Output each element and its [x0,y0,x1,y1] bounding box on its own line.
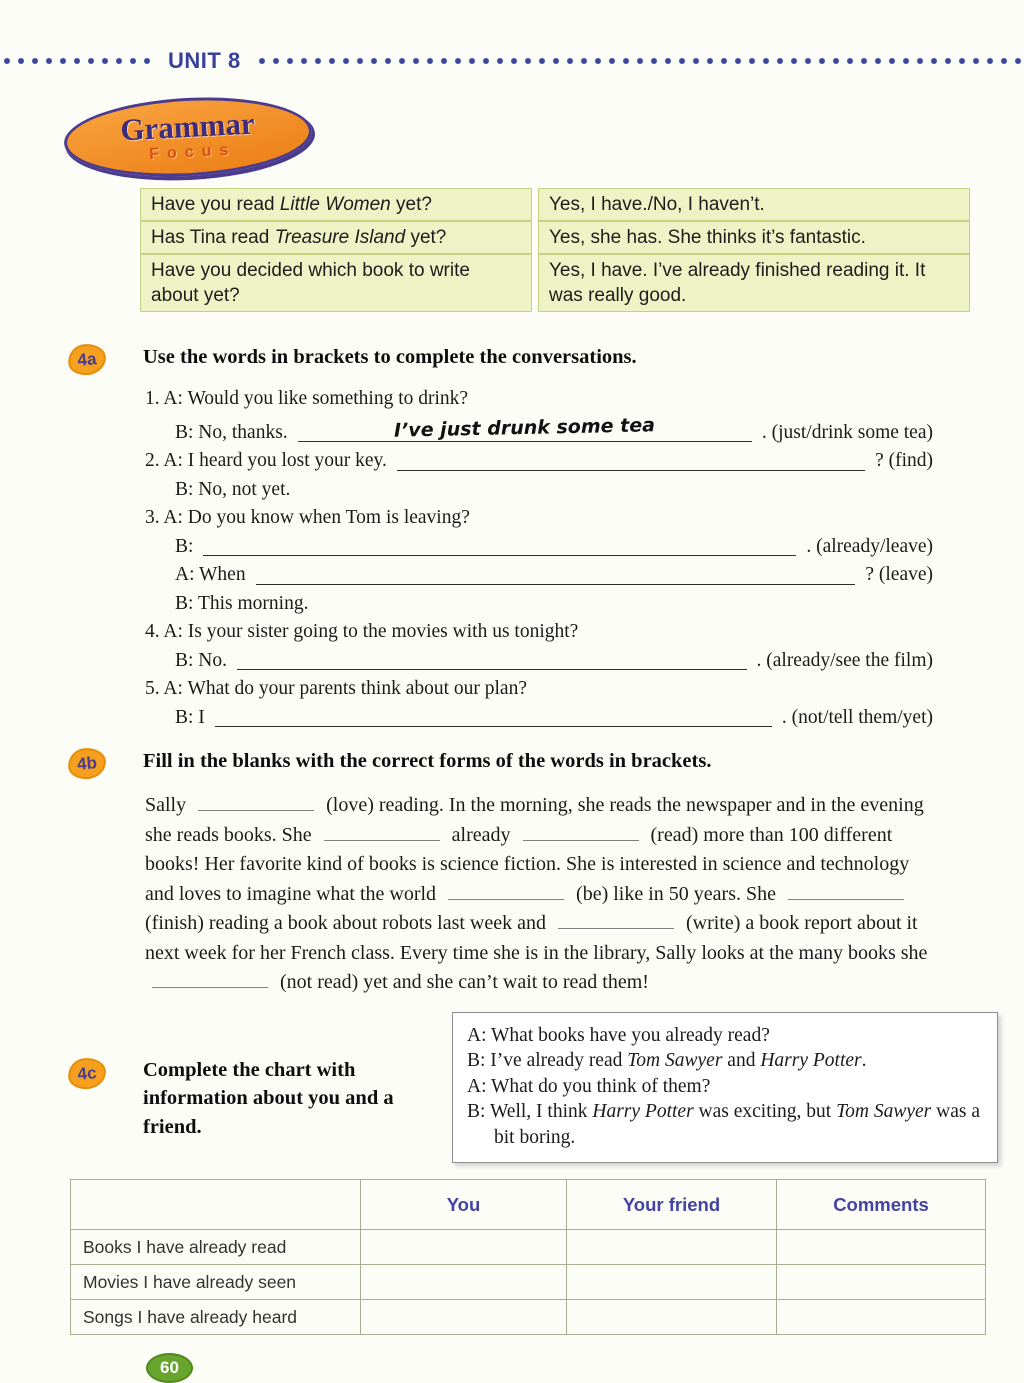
page-number-badge: 60 [146,1353,193,1383]
line-text: A: When [175,564,246,585]
paragraph-text: already [451,823,511,846]
dialogue-line [467,1023,981,1049]
paragraph-text: (write) a book report about it next week for her French class. Every time she is in the library, Sally looks at the many books she [145,912,928,964]
book-title-italic: Harry Potter [592,1101,694,1122]
grammar-focus-title: Grammar [119,105,256,148]
line-text: B: No, thanks. [175,421,288,443]
fill-blank[interactable] [203,555,796,556]
chart-row-label: Books I have already read [71,1230,361,1265]
chart-header-empty [71,1180,361,1230]
chart-row-label: Movies I have already seen [71,1265,361,1300]
question-text-italic: Little Women [279,194,391,215]
dialogue-text: A: What books have you already read? [467,1024,770,1046]
section-4a-header [68,342,1024,375]
line-text: 3. A: Do you know when Tom is leaving? [145,507,470,528]
chart-header-row [71,1180,986,1230]
fill-blank[interactable] [523,836,639,841]
answer-text: Yes, she has. She thinks it’s fantastic. [549,227,866,248]
chart-header-your-friend: Your friend [567,1180,777,1230]
line-text: B: This morning. [175,592,309,614]
dialogue-text: B: Well, I think [467,1101,593,1122]
conversation-line [145,675,933,704]
chart-cell[interactable] [361,1230,567,1265]
question-text: yet? [390,194,432,215]
paragraph-text: (be) like in 50 years. She [576,882,776,905]
question-text: Have you read [151,194,280,215]
question-cell [140,254,532,312]
book-title-italic: Tom Sawyer [836,1101,932,1122]
line-text: 4. A: Is your sister going to the movies with us tonight? [145,621,579,642]
chart-row [71,1265,986,1300]
chart-cell[interactable] [361,1300,567,1335]
unit-header [0,0,1024,74]
answer-text: Yes, I have. I’ve already finished reading it. It was really good. [549,260,926,306]
question-text: Has Tina read [151,227,275,248]
dotted-rule-right [255,56,1024,66]
chart-row [71,1230,986,1265]
section-badge-4c: 4c [67,1056,108,1090]
fill-blank[interactable] [298,414,752,443]
answer-text: Yes, I have./No, I haven’t. [549,194,765,215]
conversation-list [145,385,933,732]
chart-cell[interactable] [777,1230,986,1265]
chart-row [71,1300,986,1335]
question-text: yet? [405,227,447,248]
book-title-italic: Harry Potter [760,1050,862,1071]
fill-blank[interactable] [558,924,674,929]
section-badge-4a: 4a [67,342,108,376]
line-text: 5. A: What do your parents think about our plan? [145,678,527,699]
line-text: 1. A: Would you like something to drink? [145,388,469,409]
section-4a [0,342,1024,732]
line-text: B: [175,535,194,557]
fill-in-paragraph [145,791,935,998]
dialogue-line [467,1048,981,1074]
paragraph-text: (read) more than 100 different books! Her favorite kind of books is science fiction. She is interested in science and technology and loves to imagine what the world [145,823,910,905]
section-4c-header [0,1012,452,1142]
fill-blank[interactable] [324,836,440,841]
conversation-line [145,704,933,733]
hint-text: ? (find) [875,450,933,471]
grammar-focus-badge [62,92,314,183]
conversation-line [145,476,933,505]
conversation-line [145,590,933,619]
conversation-line [145,414,933,448]
book-title-italic: Tom Sawyer [627,1050,723,1071]
chart-cell[interactable] [567,1265,777,1300]
chart-cell[interactable] [777,1265,986,1300]
paragraph-text: (love) reading. In the morning, she reads the newspaper and in the evening she reads books. She [145,794,924,846]
chart-header-you: You [361,1180,567,1230]
section-4b [0,746,1024,998]
hint-text: . (already/see the film) [756,649,933,671]
section-badge-4b: 4b [67,746,108,780]
dialogue-line [467,1099,981,1150]
unit-label: UNIT 8 [168,48,241,73]
hint-text: . (just/drink some tea) [761,421,933,443]
answer-cell [538,221,970,254]
line-text: B: No. [175,649,228,671]
fill-blank[interactable] [256,584,856,585]
chart-cell[interactable] [567,1300,777,1335]
hint-text: ? (leave) [865,564,933,585]
line-text: B: No, not yet. [175,478,291,500]
hint-text: . (not/tell them/yet) [781,706,933,728]
fill-blank[interactable] [397,470,865,471]
fill-blank[interactable] [198,806,314,811]
answer-cell [538,254,970,312]
fill-blank[interactable] [788,895,904,900]
dotted-rule-left [0,56,152,66]
dialogue-text: was exciting, but [693,1101,837,1122]
conversation-line [145,504,933,533]
section-4b-title: Fill in the blanks with the correct forms of the words in brackets. [143,750,712,772]
chart-header-comments: Comments [777,1180,986,1230]
fill-blank[interactable] [237,669,746,670]
conversation-line [145,618,933,647]
handwritten-answer: I’ve just drunk some tea [394,413,656,442]
section-4c [0,1012,1024,1164]
question-cell [140,188,532,221]
conversation-line [145,561,933,590]
question-cell [140,221,532,254]
chart-row-label: Songs I have already heard [71,1300,361,1335]
chart-cell[interactable] [361,1265,567,1300]
line-text: 2. A: I heard you lost your key. [145,450,387,471]
chart-table [70,1179,986,1335]
dialogue-line [467,1074,981,1100]
dialogue-text: A: What do you think of them? [467,1075,711,1097]
fill-blank[interactable] [215,726,772,727]
paragraph-text: (not read) yet and she can’t wait to read them! [280,971,649,993]
section-4b-header [68,746,1024,779]
chart-cell[interactable] [567,1230,777,1265]
conversation-line [145,647,933,676]
fill-blank[interactable] [152,983,268,988]
answer-cell [538,188,970,221]
question-text: Have you decided which book to write about yet? [151,260,470,306]
dialogue-text: and [722,1050,761,1071]
dialogue-text: was a bit boring. [494,1101,980,1148]
paragraph-text: Sally [145,794,187,816]
dialogue-box [452,1012,998,1164]
fill-blank[interactable] [448,895,564,900]
chart-cell[interactable] [777,1300,986,1335]
paragraph-text: (finish) reading a book about robots last week and [145,912,547,934]
line-text: B: I [175,706,205,728]
question-text-italic: Treasure Island [274,227,406,248]
section-4c-title: Complete the chart with information about you and a friend. [143,1058,394,1138]
conversation-line [145,385,933,414]
conversation-line [145,447,933,476]
dialogue-text: B: I’ve already read [467,1050,628,1071]
grammar-table [140,188,970,312]
section-4a-title: Use the words in brackets to complete the conversations. [143,346,637,368]
grammar-focus-subtitle: Focus [148,141,237,164]
hint-text: . (already/leave) [806,535,933,557]
conversation-line [145,533,933,562]
dialogue-text: . [861,1050,867,1071]
